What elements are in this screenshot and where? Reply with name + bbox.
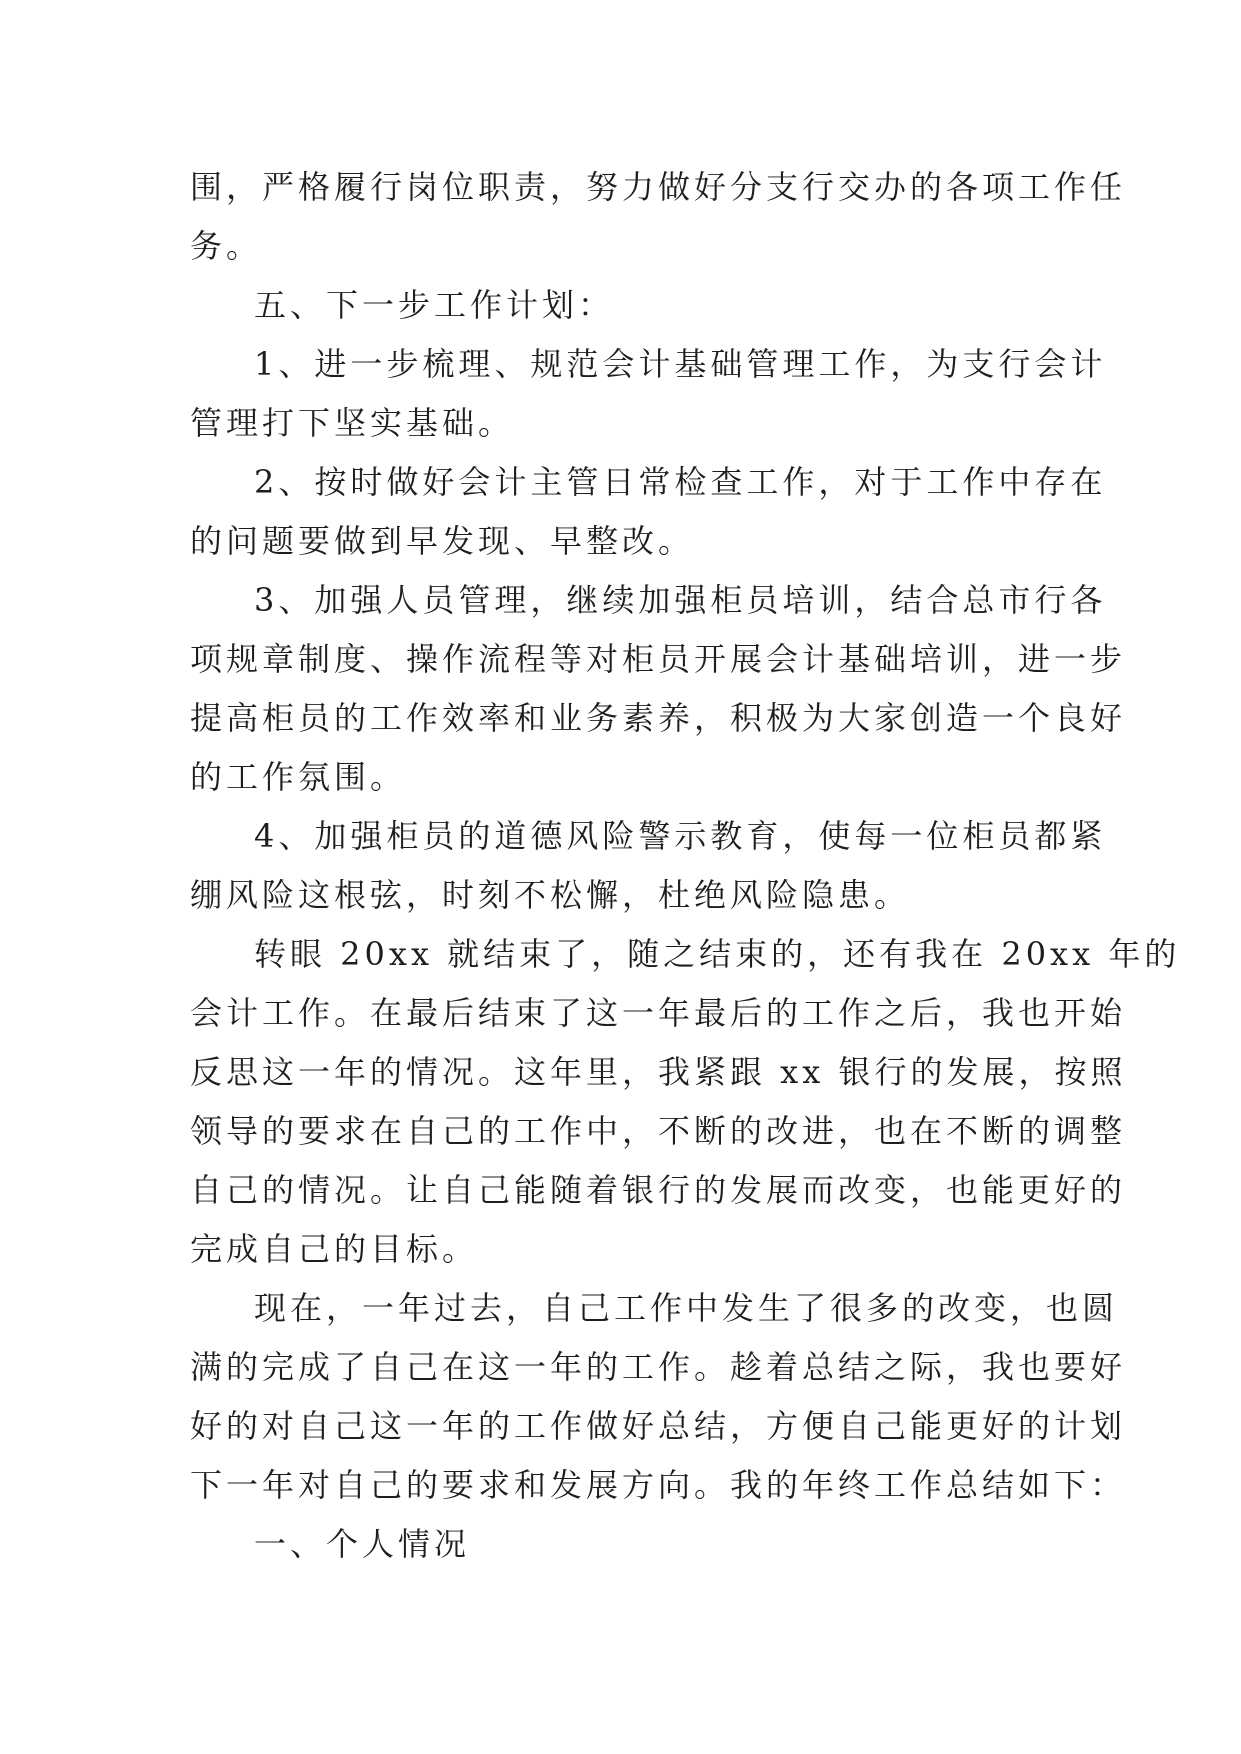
text-line: 一、个人情况	[254, 1525, 471, 1563]
paragraph	[190, 276, 1050, 335]
text-line: 务。	[190, 227, 263, 265]
text-line: 会计工作。在最后结束了这一年最后的工作之后，我也开始	[190, 994, 1127, 1032]
text-line: 反思这一年的情况。这年里，我紧跟 xx 银行的发展，按照	[190, 1053, 1127, 1091]
text-line: 自己的情况。让自己能随着银行的发展而改变，也能更好的	[190, 1171, 1127, 1209]
paragraph	[190, 807, 1107, 925]
text-line: 2、按时做好会计主管日常检查工作，对于工作中存在	[254, 463, 1107, 501]
text-line: 提高柜员的工作效率和业务素养，积极为大家创造一个良好	[190, 699, 1127, 737]
text-line: 转眼 20xx 就结束了，随之结束的，还有我在 20xx 年的	[254, 935, 1181, 973]
paragraph	[190, 571, 1127, 807]
text-line: 下一年对自己的要求和发展方向。我的年终工作总结如下：	[190, 1466, 1127, 1504]
text-line: 满的完成了自己在这一年的工作。趁着总结之际，我也要好	[190, 1348, 1127, 1386]
text-line: 绷风险这根弦，时刻不松懈，杜绝风险隐患。	[190, 876, 911, 914]
text-line: 项规章制度、操作流程等对柜员开展会计基础培训，进一步	[190, 640, 1127, 678]
paragraph	[190, 158, 1127, 276]
text-line: 五、下一步工作计划：	[254, 286, 615, 324]
paragraph	[190, 453, 1107, 571]
paragraph	[190, 1515, 1050, 1574]
text-line: 领导的要求在自己的工作中，不断的改进，也在不断的调整	[190, 1112, 1127, 1150]
text-line: 完成自己的目标。	[190, 1230, 479, 1268]
paragraph	[190, 925, 1181, 1279]
paragraph	[190, 335, 1107, 453]
text-line: 现在，一年过去，自己工作中发生了很多的改变，也圆	[254, 1289, 1119, 1327]
text-line: 好的对自己这一年的工作做好总结，方便自己能更好的计划	[190, 1407, 1127, 1445]
document-body	[190, 158, 1181, 1574]
text-line: 3、加强人员管理，继续加强柜员培训，结合总市行各	[254, 581, 1107, 619]
text-line: 围，严格履行岗位职责，努力做好分支行交办的各项工作任	[190, 168, 1127, 206]
paragraph	[190, 1279, 1127, 1515]
text-line: 1、进一步梳理、规范会计基础管理工作，为支行会计	[254, 345, 1107, 383]
text-line: 的问题要做到早发现、早整改。	[190, 522, 695, 560]
text-line: 管理打下坚实基础。	[190, 404, 515, 442]
text-line: 4、加强柜员的道德风险警示教育，使每一位柜员都紧	[254, 817, 1107, 855]
text-line: 的工作氛围。	[190, 758, 407, 796]
